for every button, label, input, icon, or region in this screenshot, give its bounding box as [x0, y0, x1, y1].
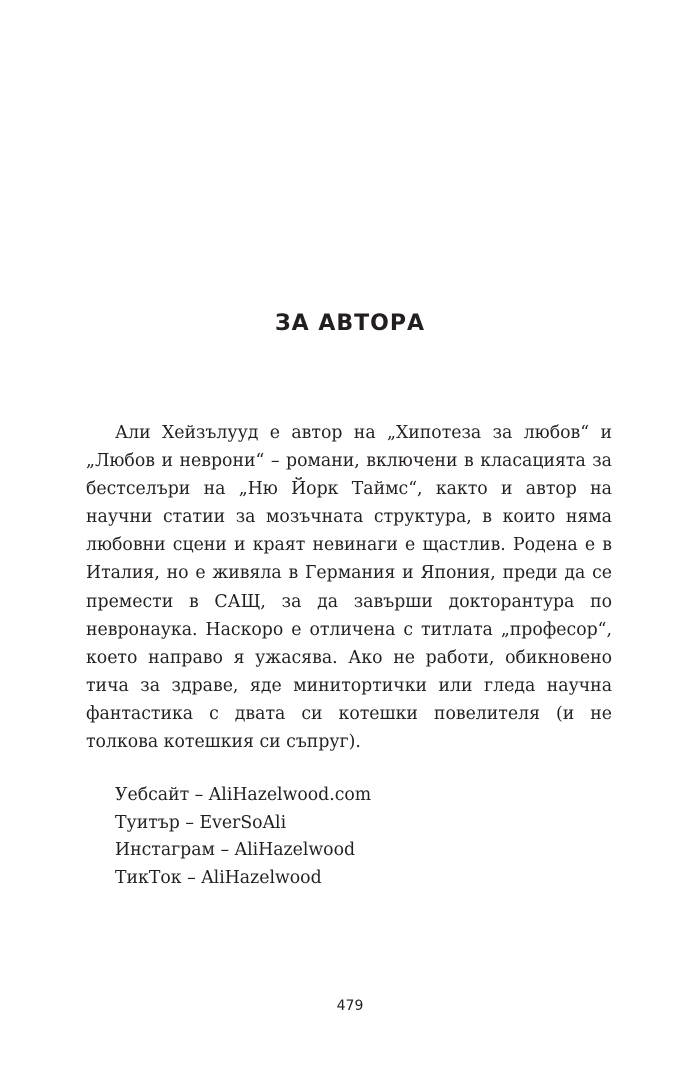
contact-instagram: Инстаграм – AliHazelwood: [115, 840, 356, 861]
author-contacts-list: [86, 782, 612, 892]
about-author-body: [86, 419, 612, 892]
contact-tiktok: TикTок – AliHazelwood: [115, 867, 322, 888]
page-number: 479: [336, 998, 364, 1014]
contact-twitter: Туитър – EverSoAli: [115, 812, 287, 833]
chapter-heading: ЗА АВТОРА: [275, 311, 425, 336]
author-bio-paragraph: Али Хейзълууд е автор на „Хипотеза за любов“ и „Любов и неврони“ – романи, включени в класацията за бестселъри на „Ню Йорк Таймс“, както и автор на научни статии за мозъчната структура, в които няма любовни сцени и краят невинаги е щастлив. Родена е в Италия, но е живяла в Германия и Япония, преди да се премести в САЩ, за да завърши докторантура по невронаука. Наскоро е отличена с титлата „професор“, което направо я ужасява. Ако не работи, обикновено тича за здраве, яде минитортички или гледа научна фантастика с двата си котешки повелителя (и не толкова котешкия си съпруг).: [86, 423, 612, 753]
contact-website: Уебсайт – AliHazelwood.com: [115, 785, 372, 806]
